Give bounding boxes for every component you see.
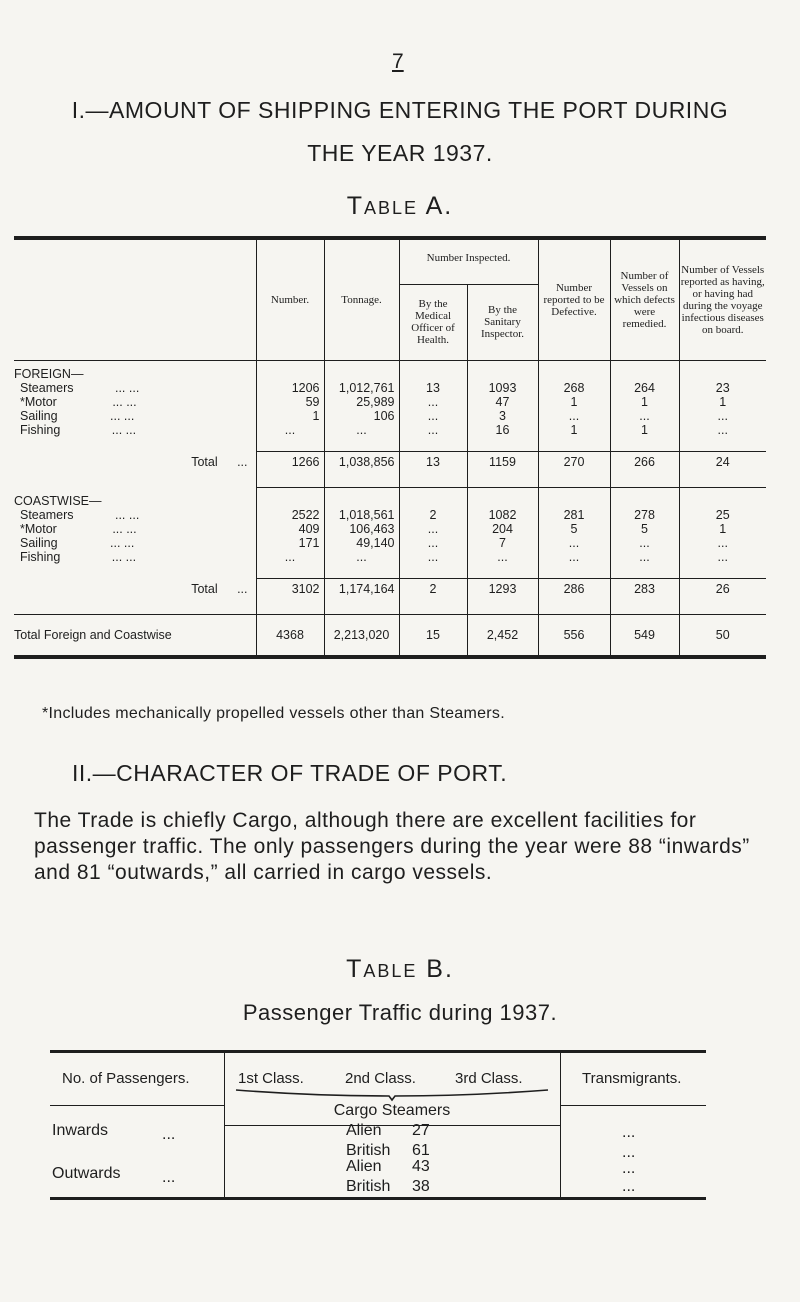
section-1-heading: I.—AMOUNT OF SHIPPING ENTERING THE PORT DURING (71, 97, 729, 123)
header-infectious: Number of Vessels reported as having, or having had during the voyage infectious diseases on board. (679, 238, 766, 360)
table-b-rule (50, 1105, 224, 1106)
inwards-british-value: 61 (412, 1142, 430, 1159)
brace-icon (234, 1088, 550, 1102)
col-third-class: 3rd Class. (455, 1070, 523, 1087)
inwards-label: Inwards (52, 1122, 109, 1139)
table-a-title: Table A. (346, 192, 454, 220)
col-transmigrants: Transmigrants. (582, 1070, 682, 1087)
outwards-alien-value: 43 (412, 1158, 430, 1175)
section-2-heading: II.—CHARACTER OF TRADE OF PORT. (72, 760, 508, 786)
total-label: Total (191, 455, 218, 469)
inwards-alien-value: 27 (412, 1122, 430, 1139)
table-b-divider (560, 1053, 561, 1197)
row-label: *Motor (20, 521, 57, 536)
header-blank (14, 238, 256, 360)
row-label: *Motor (20, 394, 57, 409)
foreign-total-row: Total ... 1266 1,038,856 13 1159 270 266 24 (14, 451, 766, 473)
table-row: Steamers ... ... 2522 1,018,561 2 1082 281 278 25 (14, 508, 766, 522)
cargo-steamers-label: Cargo Steamers (333, 1102, 451, 1119)
inwards-british-label: British (346, 1142, 391, 1159)
grand-total-row: Total Foreign and Coastwise 4368 2,213,020 15 2,452 556 549 50 (14, 615, 766, 657)
table-a (14, 236, 766, 659)
table-b-title: Table B. (346, 955, 454, 983)
coastwise-total-row: Total ... 3102 1,174,164 2 1293 286 283 26 (14, 578, 766, 600)
row-label: Steamers (20, 507, 74, 522)
grand-total-label: Total Foreign and Coastwise (14, 627, 172, 642)
inwards-alien-label: Alien (346, 1122, 382, 1139)
table-row: *Motor ... ... 59 25,989 ... 47 1 1 1 (14, 395, 766, 409)
header-by-sanitary-inspector: By the Sanitary Inspector. (467, 284, 538, 360)
row-label: Sailing (20, 408, 58, 423)
page-number: 7 (392, 50, 404, 73)
total-label: Total (191, 582, 218, 596)
outwards-alien-label: Alien (346, 1158, 382, 1175)
table-row: Sailing ... ... 171 49,140 ... 7 ... ... ... (14, 536, 766, 550)
table-row: Sailing ... ... 1 106 ... 3 ... ... ... (14, 409, 766, 423)
header-remedied: Number of Vessels on which defects were remedied. (610, 238, 679, 360)
header-number-inspected: Number Inspected. (399, 238, 538, 284)
header-number: Number. (256, 238, 324, 360)
section-1-heading-line-2: THE YEAR 1937. (307, 140, 493, 166)
table-row: Fishing ... ... ... ... ... 16 1 1 ... (14, 423, 766, 437)
row-label: Fishing (20, 549, 61, 564)
header-defective: Number reported to be Defective. (538, 238, 610, 360)
coastwise-label: COASTWISE— (14, 493, 102, 508)
table-b-top-rule (50, 1050, 706, 1053)
table-row: Steamers ... ... 1206 1,012,761 13 1093 268 264 23 (14, 381, 766, 395)
outwards-label: Outwards (52, 1165, 121, 1182)
row-label: Sailing (20, 535, 58, 550)
footnote: *Includes mechanically propelled vessels other than Steamers. (42, 705, 505, 722)
outwards-british-label: British (346, 1178, 391, 1195)
row-label: Fishing (20, 422, 61, 437)
row-label: Steamers (20, 380, 74, 395)
table-row: Fishing ... ... ... ... ... ... ... ... ... (14, 550, 766, 564)
col-first-class: 1st Class. (238, 1070, 304, 1087)
outwards-british-value: 38 (412, 1178, 430, 1195)
col-passengers: No. of Passengers. (62, 1070, 190, 1087)
table-b-subtitle: Passenger Traffic during 1937. (242, 1000, 558, 1025)
header-tonnage: Tonnage. (324, 238, 399, 360)
trade-paragraph: The Trade is chiefly Cargo, although there are excellent facilities for passenger traffic. The only passengers during the year were 88 “inwards” and 81 “outwards,” all carried in cargo vessels. (34, 809, 750, 884)
table-b-bottom-rule (50, 1197, 706, 1200)
col-second-class: 2nd Class. (345, 1070, 416, 1087)
table-b: No. of Passengers. 1st Class. 2nd Class. 3rd Class. Transmigrants. Cargo Steamers Inwards ... Alien 27 British 61 ... ... Outwards ... Alien 43 British 38 ... ... (50, 1050, 706, 1200)
header-by-medical-officer: By the Medical Officer of Health. (399, 284, 467, 360)
foreign-label: FOREIGN— (14, 366, 84, 381)
table-row: *Motor ... ... 409 106,463 ... 204 5 5 1 (14, 522, 766, 536)
table-b-rule (560, 1105, 706, 1106)
table-b-rule (224, 1125, 560, 1126)
